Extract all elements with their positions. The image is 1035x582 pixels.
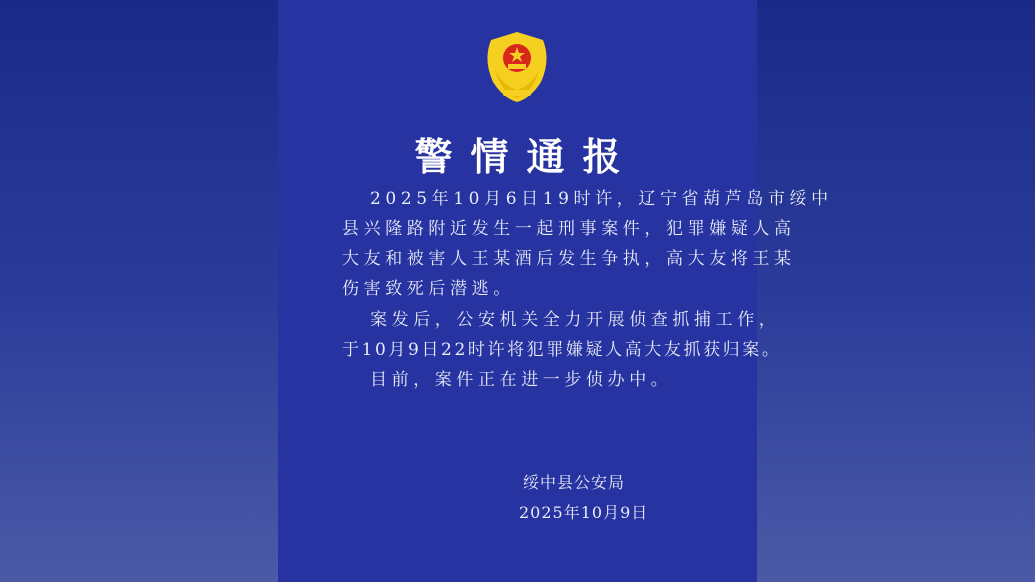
- issuer-name: 绥中县公安局: [523, 473, 626, 492]
- paragraph-2-line-2: 于10月9日22时许将犯罪嫌疑人高大友抓获归案。: [342, 340, 782, 360]
- blurred-background-right: [757, 0, 1035, 582]
- issue-date: 2025年10月9日: [519, 503, 649, 522]
- paragraph-2-line-1: 案发后，公安机关全力开展侦查抓捕工作，: [370, 310, 781, 330]
- blurred-background-left: [0, 0, 278, 582]
- notice-title: 警情通报: [414, 135, 639, 179]
- paragraph-1-line-3: 大友和被害人王某酒后发生争执，高大友将王某: [342, 249, 796, 269]
- paragraph-1-line-2: 县兴隆路附近发生一起刑事案件，犯罪嫌疑人高: [342, 219, 796, 239]
- paragraph-1-line-1: 2025年10月6日19时许，辽宁省葫芦岛市绥中: [370, 189, 833, 209]
- paragraph-3-line-1: 目前，案件正在进一步侦办中。: [370, 370, 673, 390]
- police-emblem-icon: [481, 30, 553, 104]
- paragraph-1-line-4: 伤害致死后潜逃。: [342, 279, 515, 299]
